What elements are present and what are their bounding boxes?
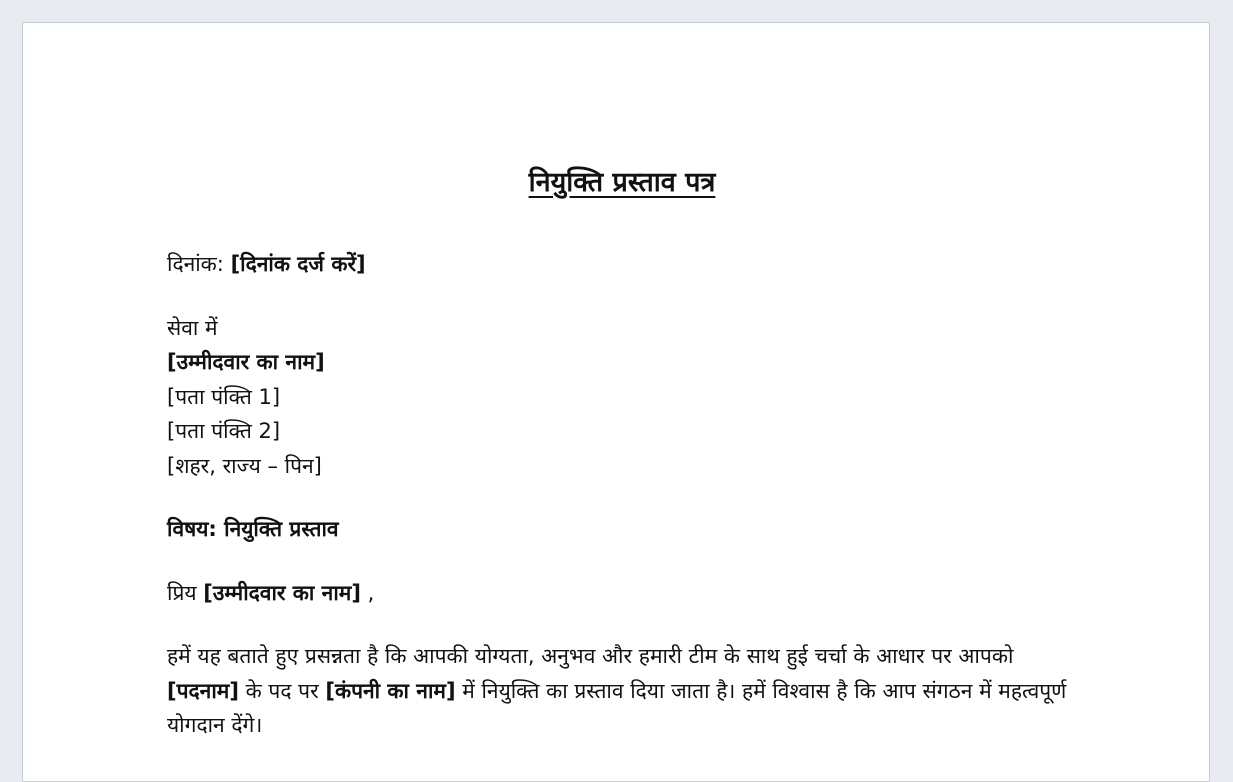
subject-text: विषय: नियुक्ति प्रस्ताव <box>167 517 339 541</box>
document-body <box>167 163 1077 772</box>
body-text-3: में नियुक्ति का प्रस्ताव दिया जाता है। हमें विश्वास है कि आप संगठन में महत्वपूर्ण योगदान देंगे। <box>167 678 1067 737</box>
body-text-2: के पद पर <box>238 678 326 703</box>
recipient-block <box>167 311 1077 484</box>
body-text-1: हमें यह बताते हुए प्रसन्नता है कि आपकी योग्यता, अनुभव और हमारी टीम के साथ हुई चर्चा के आधार पर आपको <box>167 644 1014 668</box>
recipient-city: [शहर, राज्य – पिन] <box>167 453 322 478</box>
recipient-address-2: [पता पंक्ति 2] <box>167 419 281 443</box>
date-line <box>167 247 1077 282</box>
body-company: [कंपनी का नाम] <box>325 678 456 703</box>
body-position: [पदनाम] <box>167 678 239 703</box>
greeting-suffix: , <box>360 580 375 605</box>
recipient-salutation: सेवा में <box>167 315 218 340</box>
recipient-address-1: [पता पंक्ति 1] <box>167 384 281 409</box>
greeting-prefix: प्रिय <box>167 580 204 605</box>
date-value: [दिनांक दर्ज करें] <box>230 252 366 276</box>
title-text: नियुक्ति प्रस्ताव पत्र <box>528 167 716 198</box>
recipient-name: [उम्मीदवार का नाम] <box>167 350 325 374</box>
document-page <box>22 22 1210 782</box>
body-paragraph <box>167 639 1077 743</box>
document-title <box>167 163 1077 203</box>
date-label: दिनांक: <box>167 252 231 276</box>
subject-line <box>167 512 1077 547</box>
greeting-line <box>167 576 1077 611</box>
greeting-name: [उम्मीदवार का नाम] <box>203 580 361 605</box>
